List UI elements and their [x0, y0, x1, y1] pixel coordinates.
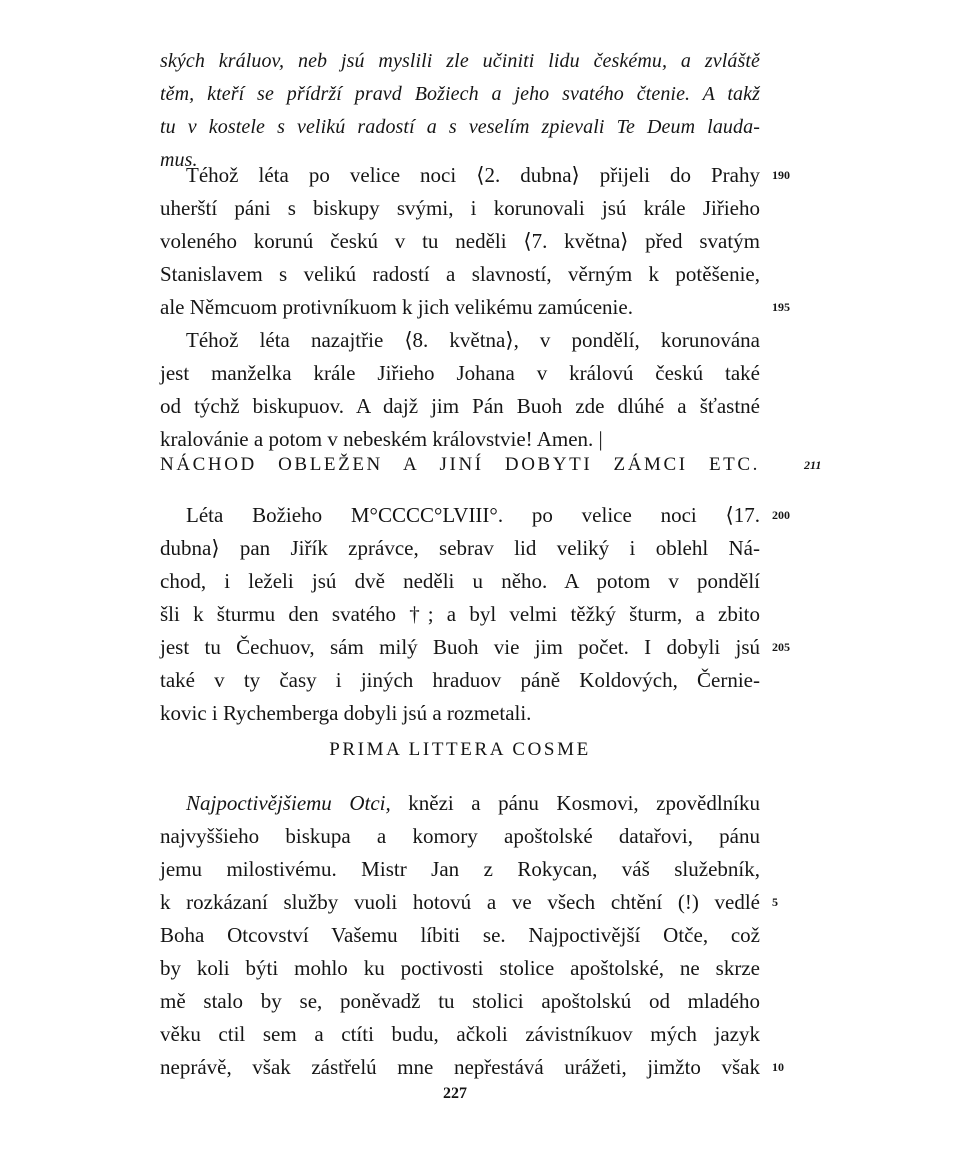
text-line: najvyššieho biskupa a komory apoštolské datařovi, pánu: [160, 824, 760, 848]
line-number: 5: [772, 895, 778, 909]
text-line: těm, kteří se přídrží pravd Božiech a jeho svatého čtenie. A takž: [160, 83, 760, 105]
text-line: by koli býti mohlo ku poctivosti stolice apoštolské, ne skrze: [160, 956, 760, 980]
text-line: ale Němcuom protivníkuom k jich velikému zamúcenie.: [160, 295, 633, 319]
text-line: kralovánie a potom v nebeském královstvie! Amen. |: [160, 427, 603, 451]
text-line: Léta Božieho M°CCCC°LVIII°. po velice noci ⟨17.: [186, 503, 760, 527]
nachod-paragraph: [160, 499, 760, 730]
text-line: mě stalo by se, poněvadž tu stolici apoštolskú od mladého: [160, 989, 760, 1013]
section-heading: NÁCHOD OBLEŽEN A JINÍ DOBYTI ZÁMCI ETC.: [160, 454, 760, 475]
text-line: věku ctil sem a ctíti budu, ačkoli závistníkuov mých jazyk: [160, 1022, 760, 1046]
letter-heading: PRIMA LITTERA COSME: [329, 739, 591, 760]
text-line: od týchž biskupuov. A dajž jim Pán Buoh zde dlúhé a šťastné: [160, 394, 760, 418]
page-number: 227: [443, 1085, 467, 1102]
coronation-paragraph: [160, 159, 760, 456]
text-line: neprávě, však zástřelú mne nepřestává urážeti, jimžto však: [160, 1055, 760, 1079]
text-line: Téhož léta po velice noci ⟨2. dubna⟩ přijeli do Prahy: [186, 163, 760, 187]
text-line: Boha Otcovství Vašemu líbiti se. Najpoctivější Otče, což: [160, 923, 760, 947]
line-number: 200: [772, 508, 790, 522]
text-line: mus.: [160, 149, 198, 171]
line-number: 190: [772, 168, 790, 182]
text-line: také v ty časy i jiných hraduov páně Koldových, Černie-: [160, 668, 760, 692]
text-line: chod, i leželi jsú dvě neděli u něho. A potom v pondělí: [160, 569, 760, 593]
text-line: tu v kostele s velikú radostí a s veselím zpievali Te Deum lauda-: [160, 116, 760, 138]
letter-paragraph: [160, 787, 760, 1084]
line-number: 10: [772, 1060, 784, 1074]
text-line: Téhož léta nazajtřie ⟨8. května⟩, v pondělí, korunována: [186, 328, 760, 352]
text-line: jemu milostivému. Mistr Jan z Rokycan, váš služebník,: [160, 857, 760, 881]
text-line: uherští páni s biskupy svými, i korunovali jsú krále Jiřieho: [160, 196, 760, 220]
text-line: k rozkázaní služby vuoli hotovú a ve všech chtění (!) vedlé: [160, 890, 760, 914]
text-line: jest manželka krále Jiřieho Johana v královú českú také: [160, 361, 760, 385]
text-line: jest tu Čechuov, sám milý Buoh vie jim počet. I dobyli jsú: [160, 635, 760, 659]
text-line: dubna⟩ pan Jiřík zprávce, sebrav lid veliký i oblehl Ná-: [160, 536, 760, 560]
text-line: ských králuov, neb jsú myslili zle učiniti lidu českému, a zvláště: [160, 50, 760, 72]
line-number: 195: [772, 300, 790, 314]
text-line: Stanislavem s velikú radostí a slavností, věrným k potěšenie,: [160, 262, 760, 286]
line-number: 205: [772, 640, 790, 654]
salutation: Najpoctivějšiemu Otci,: [186, 791, 391, 815]
marginal-page-reference: 211: [804, 458, 822, 472]
italic-paragraph: [160, 45, 760, 177]
text-line: kovic i Rychemberga dobyli jsú a rozmetali.: [160, 701, 532, 725]
text-line: šli k šturmu den svatého †; a byl velmi těžký šturm, a zbito: [160, 602, 760, 626]
text-line: [160, 787, 760, 820]
salutation-continuation: knězi a pánu Kosmovi, zpovědlníku: [390, 791, 760, 815]
text-line: voleného korunú českú v tu neděli ⟨7. května⟩ před svatým: [160, 229, 760, 253]
